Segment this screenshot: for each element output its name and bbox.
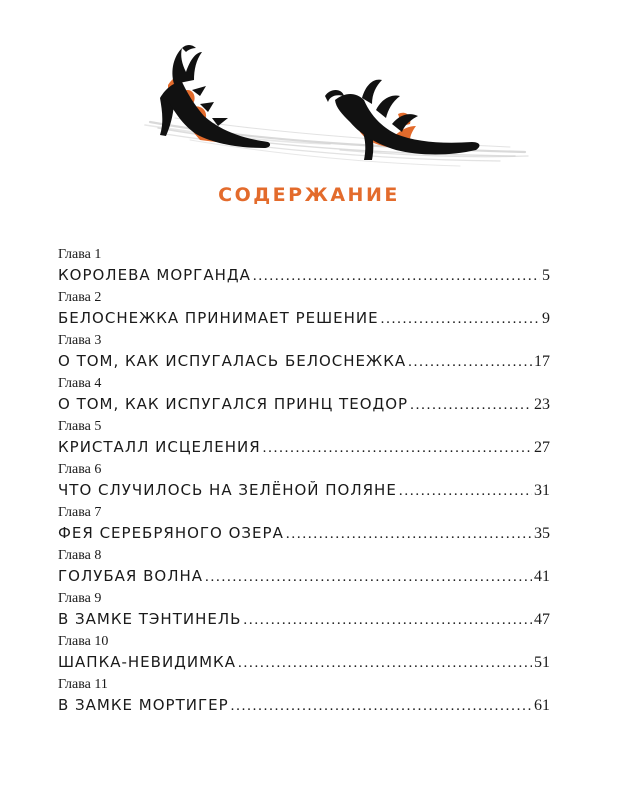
toc-entry: [58, 676, 550, 719]
dot-leader: [410, 394, 532, 416]
dot-leader: [253, 265, 540, 287]
chapter-label: Глава 5: [58, 419, 102, 434]
chapter-label: Глава 3: [58, 333, 102, 348]
page-number: 31: [534, 482, 550, 499]
right-shoe: [325, 80, 479, 160]
chapter-label: Глава 11: [58, 677, 108, 692]
dot-leader: [263, 437, 532, 459]
chapter-label: Глава 7: [58, 505, 102, 520]
chapter-row: [58, 694, 550, 716]
page-number: 5: [542, 267, 550, 284]
dot-leader: [243, 609, 532, 631]
chapter-title: ШАПКА-НЕВИДИМКА: [58, 653, 236, 671]
chapter-row: [58, 651, 550, 673]
chapter-title: ЧТО СЛУЧИЛОСЬ НА ЗЕЛЁНОЙ ПОЛЯНЕ: [58, 481, 397, 499]
chapter-row: [58, 522, 550, 544]
toc-entry: [58, 289, 550, 332]
dot-leader: [238, 652, 532, 674]
page-number: 27: [534, 439, 550, 456]
chapter-label: Глава 8: [58, 548, 102, 563]
page-number: 47: [534, 611, 550, 628]
chapter-label: Глава 2: [58, 290, 102, 305]
chapter-label: Глава 6: [58, 462, 102, 477]
toc-entry: [58, 418, 550, 461]
dot-leader: [286, 523, 532, 545]
chapter-title: БЕЛОСНЕЖКА ПРИНИМАЕТ РЕШЕНИЕ: [58, 309, 379, 327]
chapter-row: [58, 350, 550, 372]
page-number: 23: [534, 396, 550, 413]
left-shoe: [160, 45, 270, 148]
dot-leader: [231, 695, 532, 717]
chapter-title: В ЗАМКЕ МОРТИГЕР: [58, 696, 229, 714]
table-of-contents: [58, 246, 550, 719]
chapter-row: [58, 307, 550, 329]
page-number: 17: [534, 353, 550, 370]
witch-shoes-icon: [130, 30, 530, 180]
toc-entry: [58, 375, 550, 418]
chapter-title: ФЕЯ СЕРЕБРЯНОГО ОЗЕРА: [58, 524, 284, 542]
toc-entry: [58, 590, 550, 633]
chapter-title: ГОЛУБАЯ ВОЛНА: [58, 567, 204, 585]
page-number: 41: [534, 568, 550, 585]
chapter-row: [58, 479, 550, 501]
page-title: СОДЕРЖАНИЕ: [218, 184, 400, 206]
dot-leader: [408, 351, 532, 373]
chapter-label: Глава 10: [58, 634, 109, 649]
chapter-label: Глава 1: [58, 247, 102, 262]
dot-leader: [381, 308, 540, 330]
toc-entry: [58, 461, 550, 504]
toc-entry: [58, 504, 550, 547]
toc-entry: [58, 633, 550, 676]
dot-leader: [205, 566, 532, 588]
page-number: 9: [542, 310, 550, 327]
page-number: 51: [534, 654, 550, 671]
chapter-title: В ЗАМКЕ ТЭНТИНЕЛЬ: [58, 610, 242, 628]
chapter-title: КРИСТАЛЛ ИСЦЕЛЕНИЯ: [58, 438, 261, 456]
page-number: 61: [534, 697, 550, 714]
toc-entry: [58, 547, 550, 590]
page-number: 35: [534, 525, 550, 542]
chapter-label: Глава 9: [58, 591, 102, 606]
dot-leader: [399, 480, 532, 502]
chapter-title: О ТОМ, КАК ИСПУГАЛАСЬ БЕЛОСНЕЖКА: [58, 352, 407, 370]
chapter-row: [58, 565, 550, 587]
chapter-title: О ТОМ, КАК ИСПУГАЛСЯ ПРИНЦ ТЕОДОР: [58, 395, 409, 413]
chapter-row: [58, 264, 550, 286]
chapter-title: КОРОЛЕВА МОРГАНДА: [58, 266, 251, 284]
chapter-label: Глава 4: [58, 376, 102, 391]
toc-entry: [58, 332, 550, 375]
chapter-row: [58, 436, 550, 458]
toc-entry: [58, 246, 550, 289]
chapter-row: [58, 393, 550, 415]
chapter-row: [58, 608, 550, 630]
